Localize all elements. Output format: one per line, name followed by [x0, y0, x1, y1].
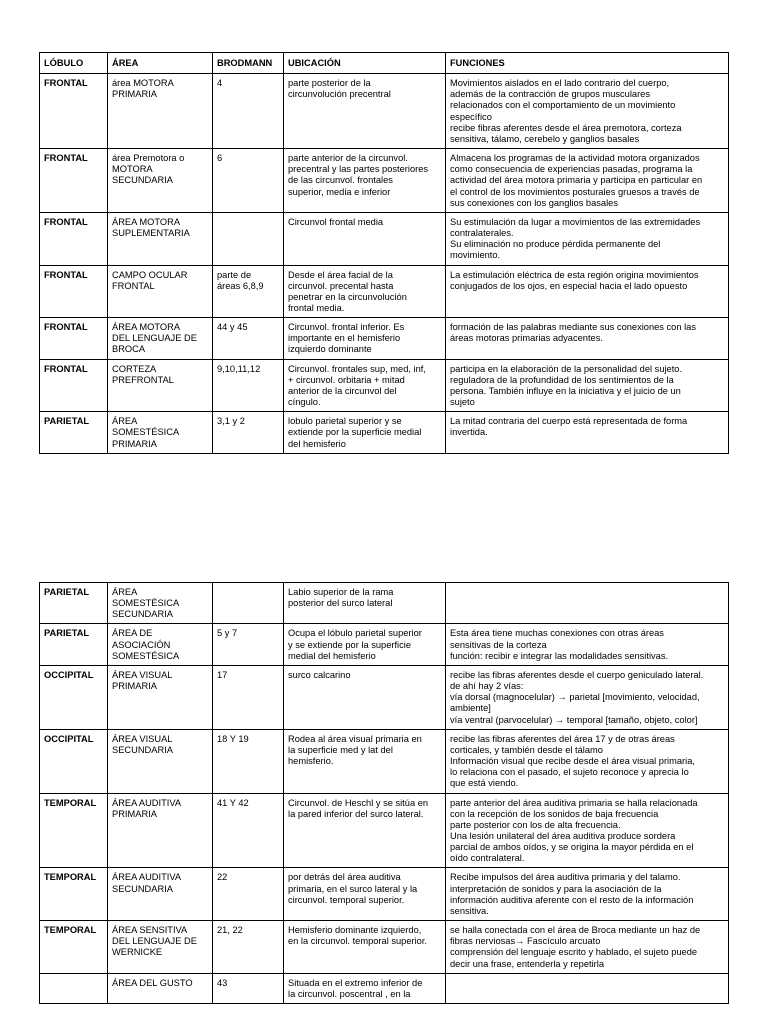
cell-functions: recibe las fibras aferentes del área 17 y de otras áreas corticales, y también desde el tálamo Información visual que recibe desde el área visual primaria, lo relaciona con el pasado, el sujeto reconoce y aprecia lo que está viendo. — [446, 729, 729, 793]
table-row — [40, 412, 729, 453]
cell-brodmann: parte de áreas 6,8,9 — [213, 265, 284, 318]
cell-brodmann: 41 Y 42 — [213, 793, 284, 868]
cell-functions: Su estimulación da lugar a movimientos de las extremidades contralaterales. Su eliminación no produce pérdida permanente del movimiento. — [446, 212, 729, 265]
cell-area: ÁREA VISUAL PRIMARIA — [108, 665, 213, 729]
table-row — [40, 74, 729, 149]
cell-area: ÁREA SOMESTÉSICA SECUNDARIA — [108, 583, 213, 624]
cell-functions — [446, 583, 729, 624]
table-row — [40, 973, 729, 1003]
cell-location: Circunvol frontal media — [284, 212, 446, 265]
cell-location: Situada en el extremo inferior de la circunvol. poscentral , en la — [284, 973, 446, 1003]
header-functions: FUNCIONES — [446, 53, 729, 74]
table-row — [40, 729, 729, 793]
cell-brodmann: 9,10,11,12 — [213, 359, 284, 412]
cell-area: ÁREA DE ASOCIACIÓN SOMESTÉSICA — [108, 624, 213, 665]
cell-brodmann: 3,1 y 2 — [213, 412, 284, 453]
cell-functions: Esta área tiene muchas conexiones con otras áreas sensitivas de la corteza función: recibir e integrar las modalidades sensitivas. — [446, 624, 729, 665]
cell-lobe: PARIETAL — [40, 583, 108, 624]
cell-functions: La estimulación eléctrica de esta región origina movimientos conjugados de los ojos, en especial hacia el lado opuesto — [446, 265, 729, 318]
cell-location: Rodea al área visual primaria en la superficie med y lat del hemisferio. — [284, 729, 446, 793]
cell-area: CORTEZA PREFRONTAL — [108, 359, 213, 412]
cell-lobe: FRONTAL — [40, 318, 108, 359]
cell-functions — [446, 973, 729, 1003]
table-row — [40, 793, 729, 868]
cell-brodmann: 17 — [213, 665, 284, 729]
cell-area: ÁREA VISUAL SECUNDARIA — [108, 729, 213, 793]
cell-functions: se halla conectada con el área de Broca mediante un haz de fibras nerviosas→ Fascículo arcuato comprensión del lenguaje escrito y hablado, el sujeto puede decir una frase, entenderla y repetirla — [446, 921, 729, 974]
header-lobe: LÓBULO — [40, 53, 108, 74]
cell-location: Circunvol. frontales sup, med, inf, + circunvol. orbitaria + mitad anterior de la circunvol del cíngulo. — [284, 359, 446, 412]
cell-location: por detrás del área auditiva primaria, en el surco lateral y la circunvol. temporal superior. — [284, 868, 446, 921]
brain-areas-table-2 — [39, 582, 729, 1004]
cell-lobe: FRONTAL — [40, 265, 108, 318]
table-row — [40, 583, 729, 624]
cell-lobe: TEMPORAL — [40, 793, 108, 868]
cell-brodmann: 6 — [213, 149, 284, 213]
cell-functions: La mitad contraria del cuerpo está representada de forma invertida. — [446, 412, 729, 453]
cell-lobe: PARIETAL — [40, 624, 108, 665]
cell-area: ÁREA SOMESTÉSICA PRIMARIA — [108, 412, 213, 453]
cell-location: surco calcarino — [284, 665, 446, 729]
cell-functions: formación de las palabras mediante sus conexiones con las áreas motoras primarias adyacentes. — [446, 318, 729, 359]
cell-location: Ocupa el lóbulo parietal superior y se extiende por la superficie medial del hemisferio — [284, 624, 446, 665]
cell-lobe: OCCIPITAL — [40, 665, 108, 729]
cell-brodmann: 22 — [213, 868, 284, 921]
cell-functions: parte anterior del área auditiva primaria se halla relacionada con la recepción de los sonidos de baja frecuencia parte posterior con los de alta frecuencia. Una lesión unilateral del área auditiva produce sordera parcial de ambos oídos, y se origina la mayor pérdida en el oído contralateral. — [446, 793, 729, 868]
table-row — [40, 149, 729, 213]
cell-location: parte posterior de la circunvolución precentral — [284, 74, 446, 149]
cell-area: área MOTORA PRIMARIA — [108, 74, 213, 149]
cell-lobe: TEMPORAL — [40, 868, 108, 921]
cell-area: ÁREA MOTORA DEL LENGUAJE DE BROCA — [108, 318, 213, 359]
cell-lobe — [40, 973, 108, 1003]
cell-brodmann: 43 — [213, 973, 284, 1003]
cell-functions: Movimientos aislados en el lado contrario del cuerpo, además de la contracción de grupos musculares relacionados con el comportamiento de un movimiento específico recibe fibras aferentes desde el área premotora, corteza sensitiva, tálamo, cerebelo y ganglios basales — [446, 74, 729, 149]
cell-functions: participa en la elaboración de la personalidad del sujeto. reguladora de la profundidad de los sentimientos de la persona. También influye en la iniciativa y el juicio de un sujeto — [446, 359, 729, 412]
cell-lobe: PARIETAL — [40, 412, 108, 453]
brain-areas-table-1 — [39, 52, 729, 454]
cell-brodmann — [213, 583, 284, 624]
cell-area: ÁREA SENSITIVA DEL LENGUAJE DE WERNICKE — [108, 921, 213, 974]
cell-brodmann — [213, 212, 284, 265]
table-row — [40, 665, 729, 729]
cell-location: parte anterior de la circunvol. precentral y las partes posteriores de las circunvol. frontales superior, media e inferior — [284, 149, 446, 213]
cell-location: lobulo parietal superior y se extiende por la superficie medial del hemisferio — [284, 412, 446, 453]
cell-area: ÁREA DEL GUSTO — [108, 973, 213, 1003]
cell-area: área Premotora o MOTORA SECUNDARIA — [108, 149, 213, 213]
cell-lobe: OCCIPITAL — [40, 729, 108, 793]
cell-area: ÁREA AUDITIVA SECUNDARIA — [108, 868, 213, 921]
header-location: UBICACIÓN — [284, 53, 446, 74]
table-row — [40, 359, 729, 412]
cell-functions: Recibe impulsos del área auditiva primaria y del talamo. interpretación de sonidos y para la asociación de la información auditiva aferente con el resto de la información sensitiva. — [446, 868, 729, 921]
cell-functions: recibe las fibras aferentes desde el cuerpo geniculado lateral. de ahí hay 2 vías: vía dorsal (magnocelular) → parietal [movimiento, velocidad, ambiente] vía ventral (parvocelular) → temporal [tamaño, objeto, color] — [446, 665, 729, 729]
header-area: ÁREA — [108, 53, 213, 74]
cell-location: Desde el área facial de la circunvol. precental hasta penetrar en la circunvolución frontal media. — [284, 265, 446, 318]
cell-functions: Almacena los programas de la actividad motora organizados como consecuencia de experiencias pasadas, programa la actividad del área motora primaria y participa en particular en el control de los movimientos posturales gruesos a través de sus conexiones con los ganglios basales — [446, 149, 729, 213]
cell-brodmann: 21, 22 — [213, 921, 284, 974]
cell-lobe: TEMPORAL — [40, 921, 108, 974]
cell-brodmann: 4 — [213, 74, 284, 149]
cell-brodmann: 44 y 45 — [213, 318, 284, 359]
table-row — [40, 921, 729, 974]
table-row — [40, 265, 729, 318]
table-row — [40, 318, 729, 359]
cell-area: ÁREA MOTORA SUPLEMENTARIA — [108, 212, 213, 265]
cell-location: Circunvol. de Heschl y se sitúa en la pared inferior del surco lateral. — [284, 793, 446, 868]
cell-area: CAMPO OCULAR FRONTAL — [108, 265, 213, 318]
header-brodmann: BRODMANN — [213, 53, 284, 74]
cell-lobe: FRONTAL — [40, 149, 108, 213]
table-header-row — [40, 53, 729, 74]
cell-location: Circunvol. frontal inferior. Es importante en el hemisferio izquierdo dominante — [284, 318, 446, 359]
cell-location: Hemisferio dominante izquierdo, en la circunvol. temporal superior. — [284, 921, 446, 974]
cell-lobe: FRONTAL — [40, 74, 108, 149]
cell-brodmann: 18 Y 19 — [213, 729, 284, 793]
cell-location: Labio superior de la rama posterior del surco lateral — [284, 583, 446, 624]
table-row — [40, 624, 729, 665]
table-row — [40, 868, 729, 921]
cell-lobe: FRONTAL — [40, 212, 108, 265]
table-row — [40, 212, 729, 265]
cell-brodmann: 5 y 7 — [213, 624, 284, 665]
cell-area: ÁREA AUDITIVA PRIMARIA — [108, 793, 213, 868]
cell-lobe: FRONTAL — [40, 359, 108, 412]
